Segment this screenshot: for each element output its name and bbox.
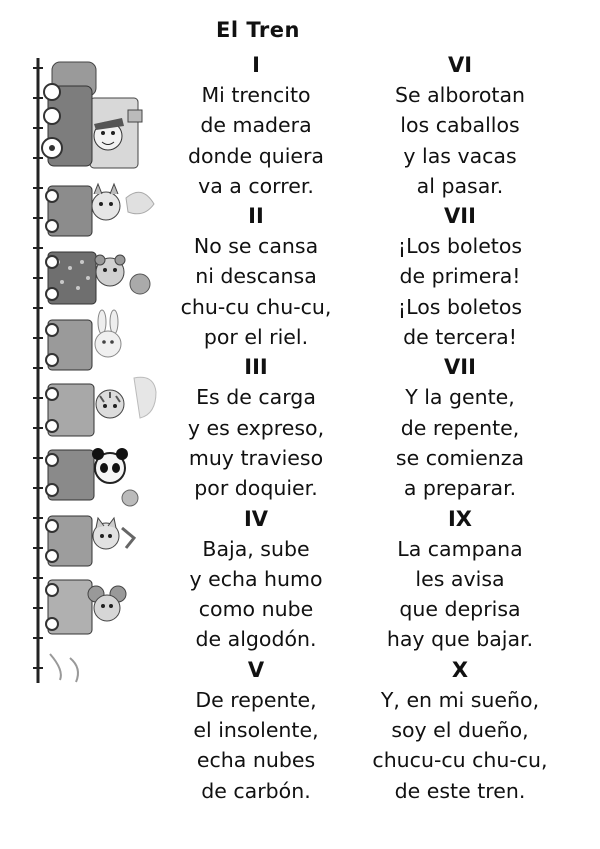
stanza-1 <box>156 50 356 201</box>
stanza-numeral: X <box>451 657 469 682</box>
stanza-5 <box>156 655 356 806</box>
verse-line: ¡Los boletos <box>397 294 523 319</box>
verse-line: Baja, sube <box>202 536 310 561</box>
verse-line: va a correr. <box>198 173 314 198</box>
stanza-numeral: VII <box>444 355 476 380</box>
stanza-8 <box>360 352 560 503</box>
stanza-numeral: IV <box>243 506 269 531</box>
verse-line: de repente, <box>400 415 520 440</box>
rail-ties <box>33 68 43 668</box>
stanza-3 <box>156 352 356 503</box>
poem-title: El Tren <box>216 18 300 42</box>
verse-line: que deprisa <box>399 597 521 622</box>
verse-line: chucu-cu chu-cu, <box>372 748 548 773</box>
wagon-cat-icon <box>46 516 134 566</box>
stanza-7 <box>360 201 560 352</box>
wagon-bear-icon <box>46 252 150 304</box>
poem-column-left <box>156 50 356 806</box>
wagon-fox-icon <box>46 184 154 236</box>
stanza-numeral: II <box>248 204 264 229</box>
wagon-mouse-icon <box>46 580 126 682</box>
stanza-2 <box>156 201 356 352</box>
verse-line: Mi trencito <box>201 83 311 107</box>
verse-line: y las vacas <box>403 143 517 168</box>
verse-line: se comienza <box>395 445 525 470</box>
verse-line: de madera <box>200 113 312 138</box>
locomotive-icon <box>42 62 142 168</box>
verse-line: el insolente, <box>193 718 319 743</box>
verse-line: Se alborotan <box>394 83 526 107</box>
verse-line: al pasar. <box>416 173 504 198</box>
stanza-numeral: VII <box>444 204 476 229</box>
verse-line: como nube <box>198 597 314 622</box>
wagon-tiger-icon <box>46 377 156 436</box>
verse-line: chu-cu chu-cu, <box>180 294 332 319</box>
poem-column-right <box>360 50 560 806</box>
verse-line: los caballos <box>400 113 520 138</box>
verse-line: de tercera! <box>403 325 517 350</box>
stanza-6 <box>360 50 560 201</box>
verse-line: por el riel. <box>203 325 309 350</box>
verse-line: a preparar. <box>403 476 517 501</box>
verse-line: muy travieso <box>188 445 324 470</box>
verse-line: les avisa <box>415 566 505 591</box>
verse-line: De repente, <box>195 687 317 712</box>
verse-line: Y la gente, <box>405 385 515 410</box>
verse-line: Es de carga <box>196 385 316 410</box>
verse-line: por doquier. <box>194 476 318 501</box>
verse-line: La campana <box>397 536 523 561</box>
verse-line: de algodón. <box>195 627 317 652</box>
verse-line: ni descansa <box>195 264 317 289</box>
verse-line: hay que bajar. <box>386 627 534 652</box>
stanza-numeral: I <box>252 53 260 77</box>
wagon-bunny-icon <box>46 310 121 370</box>
stanza-10 <box>360 655 560 806</box>
verse-line: No se cansa <box>193 234 319 259</box>
stanza-numeral: VI <box>447 53 473 77</box>
stanza-numeral: V <box>247 657 265 682</box>
stanza-4 <box>156 504 356 655</box>
verse-line: de primera! <box>399 264 521 289</box>
verse-line: y echa humo <box>189 566 323 591</box>
verse-line: de este tren. <box>394 778 526 803</box>
verse-line: donde quiera <box>188 143 324 168</box>
stanza-numeral: III <box>244 355 268 380</box>
verse-line: de carbón. <box>201 778 311 803</box>
verse-line: y es expreso, <box>187 415 325 440</box>
verse-line: echa nubes <box>196 748 316 773</box>
wagon-panda-icon <box>46 448 138 506</box>
stanza-numeral: IX <box>447 506 472 531</box>
stanza-9 <box>360 504 560 655</box>
train-illustration <box>30 58 160 688</box>
verse-line: ¡Los boletos <box>397 234 523 259</box>
verse-line: soy el dueño, <box>391 718 529 743</box>
verse-line: Y, en mi sueño, <box>380 687 540 712</box>
